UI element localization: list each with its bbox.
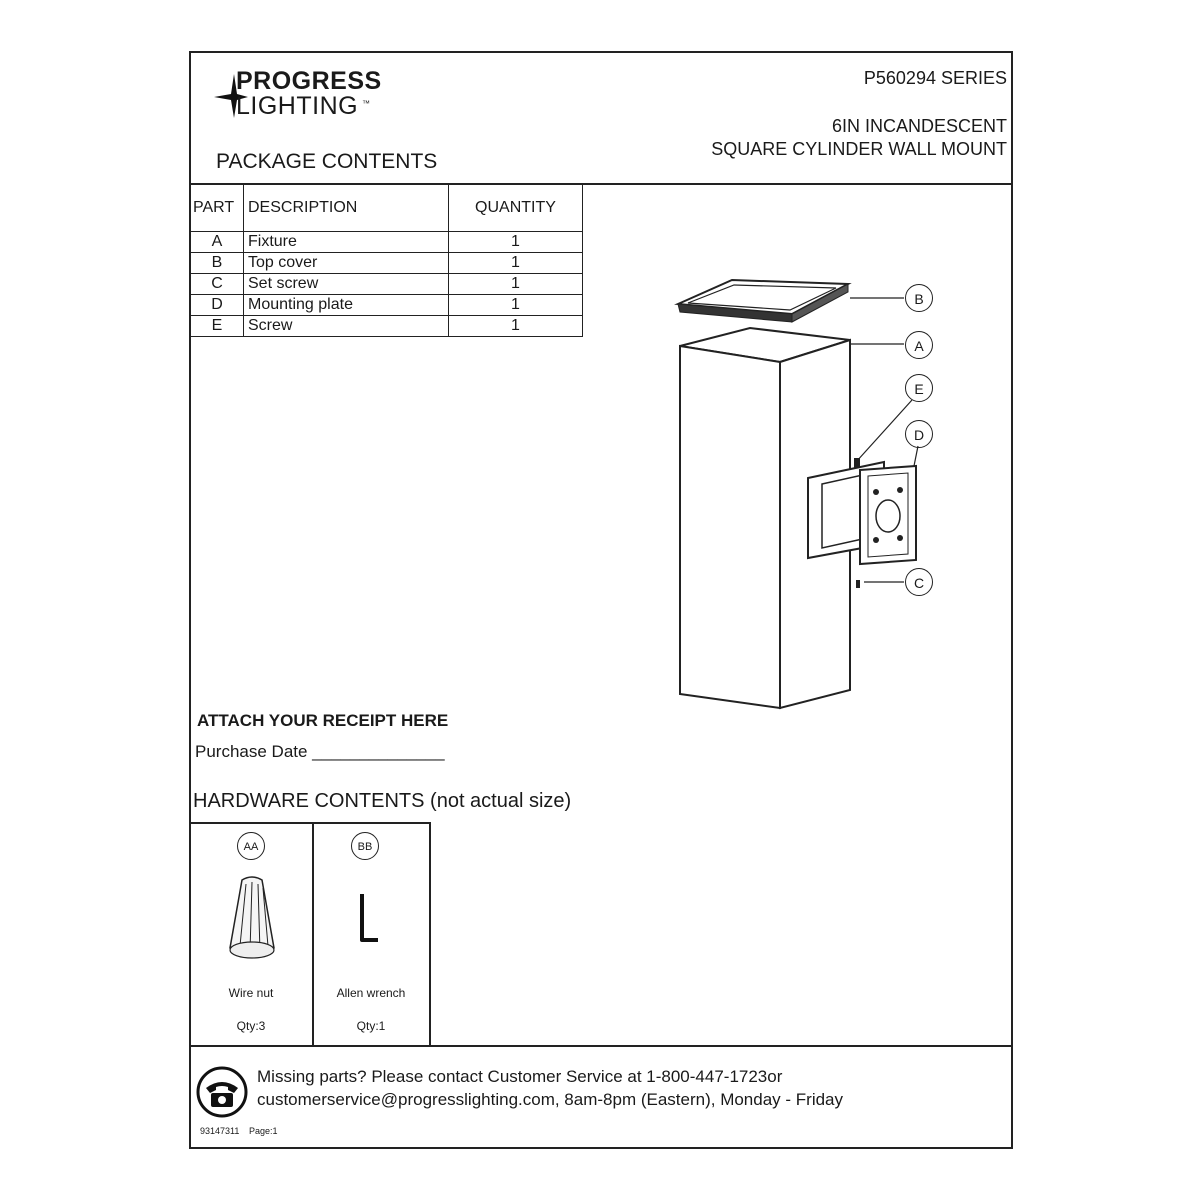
callout-e: E [905,374,933,402]
part-description: Set screw [244,274,449,295]
header-description: DESCRIPTION [244,185,449,232]
part-description: Fixture [244,232,449,253]
callout-d: D [905,420,933,448]
brand-line-1: PROGRESS [236,67,382,95]
hardware-code-aa: AA [237,832,265,860]
parts-table [190,184,583,337]
allen-wrench-label: Allen wrench [336,986,406,1000]
brand-line-2: LIGHTING [236,92,359,120]
footer-line-2: customerservice@progresslighting.com, 8am-8pm (Eastern), Monday - Friday [257,1090,844,1109]
hardware-box-divider [312,822,314,1046]
part-code: E [191,316,244,337]
allen-wrench-icon [354,890,384,946]
receipt-title: ATTACH YOUR RECEIPT HERE [197,711,449,730]
part-code: C [191,274,244,295]
trademark-symbol: ™ [362,99,370,108]
part-quantity: 1 [449,274,583,295]
telephone-icon [196,1066,248,1118]
hardware-code-bb: BB [351,832,379,860]
callout-b: B [905,284,933,312]
mounting-bracket-drawing [808,458,916,564]
part-description: Mounting plate [244,295,449,316]
footer-divider [190,1045,1012,1047]
page-number: Page:1 [249,1126,278,1136]
set-screw-drawing [856,580,860,588]
hardware-box-top [190,822,430,824]
part-quantity: 1 [449,232,583,253]
table-row [191,295,583,316]
series-label: P560294 SERIES [863,68,1007,88]
top-cover-drawing [678,280,848,322]
purchase-date-label: Purchase Date ______________ [195,742,445,761]
part-code: A [191,232,244,253]
header-quantity: QUANTITY [449,185,583,232]
product-line-2: SQUARE CYLINDER WALL MOUNT [711,139,1007,159]
allen-wrench-qty: Qty:1 [356,1019,386,1033]
table-row [191,316,583,337]
part-description: Screw [244,316,449,337]
product-line-1: 6IN INCANDESCENT [831,116,1007,136]
table-header-row [191,185,583,232]
hardware-box-right [429,822,431,1046]
table-row [191,253,583,274]
footer-line-1: Missing parts? Please contact Customer Service at 1-800-447-1723or [257,1067,783,1086]
table-row [191,232,583,253]
hardware-contents-title: HARDWARE CONTENTS (not actual size) [193,790,572,812]
wire-nut-qty: Qty:3 [236,1019,266,1033]
table-row [191,274,583,295]
part-quantity: 1 [449,253,583,274]
part-code: B [191,253,244,274]
callout-c: C [905,568,933,596]
header-part: PART [191,185,244,232]
package-contents-title: PACKAGE CONTENTS [216,150,438,173]
part-quantity: 1 [449,316,583,337]
wire-nut-icon [222,874,282,968]
part-description: Top cover [244,253,449,274]
wire-nut-label: Wire nut [228,986,274,1000]
part-code: D [191,295,244,316]
document-number: 93147311 [200,1126,240,1136]
callout-a: A [905,331,933,359]
part-quantity: 1 [449,295,583,316]
